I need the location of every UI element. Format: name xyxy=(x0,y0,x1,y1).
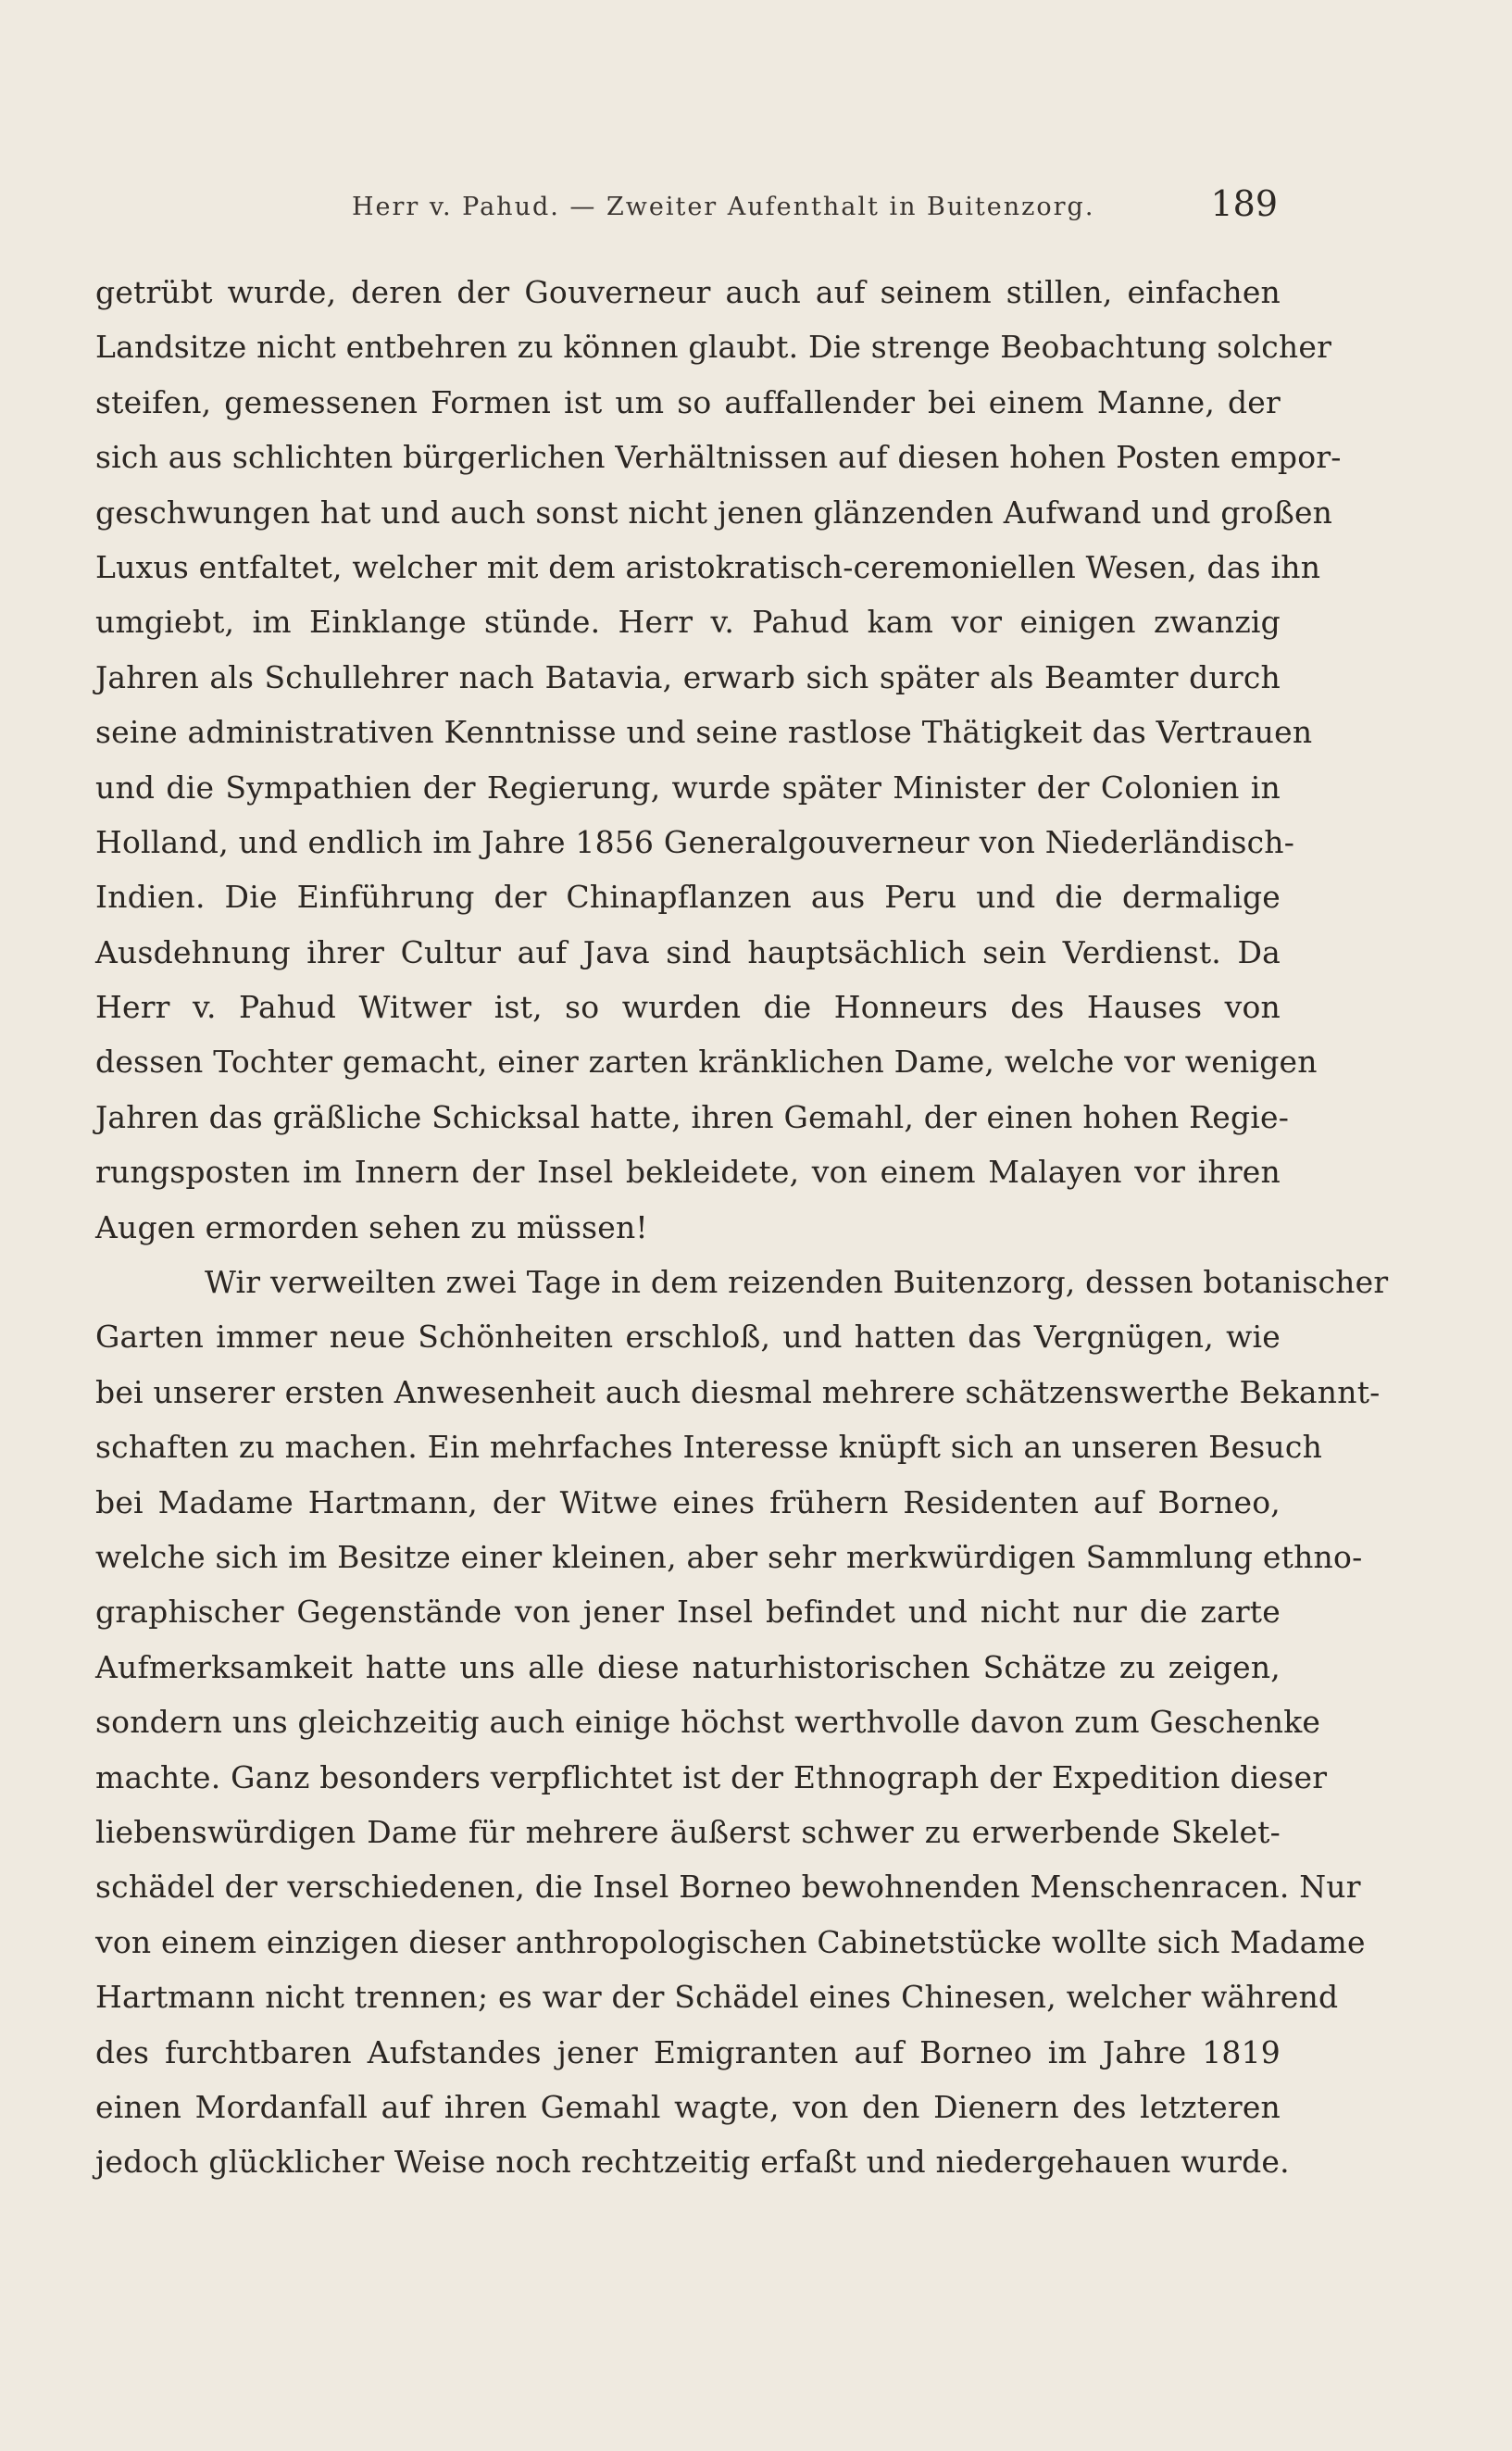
text-line: steifen, gemessenen Formen ist um so auffallender bei einem Manne, der xyxy=(95,383,1281,420)
text-line: Holland, und endlich im Jahre 1856 Generalgouverneur von Niederländisch- xyxy=(95,823,1295,860)
running-head xyxy=(352,183,1278,230)
text-line: liebenswürdigen Dame für mehrere äußerst schwer zu erwerbende Skelet- xyxy=(95,1813,1281,1850)
text-line: Augen ermorden sehen zu müssen! xyxy=(95,1208,648,1245)
text-line: einen Mordanfall auf ihren Gemahl wagte, von den Dienern des letzteren xyxy=(95,2088,1281,2125)
text-line: sich aus schlichten bürgerlichen Verhältnissen auf diesen hohen Posten empor- xyxy=(95,439,1342,476)
text-line: dessen Tochter gemacht, einer zarten kränklichen Dame, welche vor wenigen xyxy=(95,1044,1318,1081)
text-line: rungsposten im Innern der Insel bekleidete, von einem Malayen vor ihren xyxy=(95,1154,1281,1191)
text-line: von einem einzigen dieser anthropologischen Cabinetstücke wollte sich Madame xyxy=(95,1923,1366,1960)
text-line: jedoch glücklicher Weise noch rechtzeitig erfaßt und niedergehauen wurde. xyxy=(95,2144,1290,2181)
text-line: Jahren das gräßliche Schicksal hatte, ihren Gemahl, der einen hohen Regie- xyxy=(95,1098,1290,1135)
text-line: getrübt wurde, deren der Gouverneur auch auf seinem stillen, einfachen xyxy=(95,274,1281,310)
text-line: umgiebt, im Einklange stünde. Herr v. Pahud kam vor einigen zwanzig xyxy=(95,604,1281,641)
text-line: des furchtbaren Aufstandes jener Emigranten auf Borneo im Jahre 1819 xyxy=(95,2033,1281,2070)
text-line: bei unserer ersten Anwesenheit auch diesmal mehrere schätzenswerthe Bekannt- xyxy=(95,1373,1381,1410)
text-line: schädel der verschiedenen, die Insel Borneo bewohnenden Menschenracen. Nur xyxy=(95,1869,1361,1906)
text-line: Ausdehnung ihrer Cultur auf Java sind hauptsächlich sein Verdienst. Da xyxy=(95,933,1281,970)
text-line: Aufmerksamkeit hatte uns alle diese naturhistorischen Schätze zu zeigen, xyxy=(95,1648,1281,1685)
text-line: bei Madame Hartmann, der Witwe eines frühern Residenten auf Borneo, xyxy=(95,1483,1281,1520)
text-line: graphischer Gegenstände von jener Insel befindet und nicht nur die zarte xyxy=(95,1594,1281,1631)
text-line: Luxus entfaltet, welcher mit dem aristokratisch-ceremoniellen Wesen, das ihn xyxy=(95,548,1321,585)
text-line: Landsitze nicht entbehren zu können glaubt. Die strenge Beobachtung solcher xyxy=(95,329,1332,366)
text-line: sondern uns gleichzeitig auch einige höchst werthvolle davon zum Geschenke xyxy=(95,1704,1321,1741)
paragraph-start-line: Wir verweilten zwei Tage in dem reizenden Buitenzorg, dessen botanischer xyxy=(205,1264,1389,1301)
text-line: welche sich im Besitze einer kleinen, aber sehr merkwürdigen Sammlung ethno- xyxy=(95,1538,1363,1575)
text-line: Garten immer neue Schönheiten erschloß, und hatten das Vergnügen, wie xyxy=(95,1319,1281,1356)
text-line: Hartmann nicht trennen; es war der Schädel eines Chinesen, welcher während xyxy=(95,1979,1339,2016)
text-line: und die Sympathien der Regierung, wurde später Minister der Colonien in xyxy=(95,769,1281,806)
text-line: Jahren als Schullehrer nach Batavia, erwarb sich später als Beamter durch xyxy=(95,658,1281,695)
text-line: machte. Ganz besonders verpflichtet ist der Ethnograph der Expedition dieser xyxy=(95,1758,1328,1795)
page-number: 189 xyxy=(1210,183,1278,224)
text-line: seine administrativen Kenntnisse und seine rastlose Thätigkeit das Vertrauen xyxy=(95,714,1313,751)
text-line: Indien. Die Einführung der Chinapflanzen aus Peru und die dermalige xyxy=(95,879,1281,916)
text-line: geschwungen hat und auch sonst nicht jenen glänzenden Aufwand und großen xyxy=(95,494,1333,531)
text-line: schaften zu machen. Ein mehrfaches Interesse knüpft sich an unseren Besuch xyxy=(95,1429,1323,1466)
text-line: Herr v. Pahud Witwer ist, so wurden die Honneurs des Hauses von xyxy=(95,989,1281,1026)
running-title: Herr v. Pahud. — Zweiter Aufenthalt in Buitenzorg. xyxy=(352,193,1095,221)
body-text xyxy=(95,265,1389,2190)
